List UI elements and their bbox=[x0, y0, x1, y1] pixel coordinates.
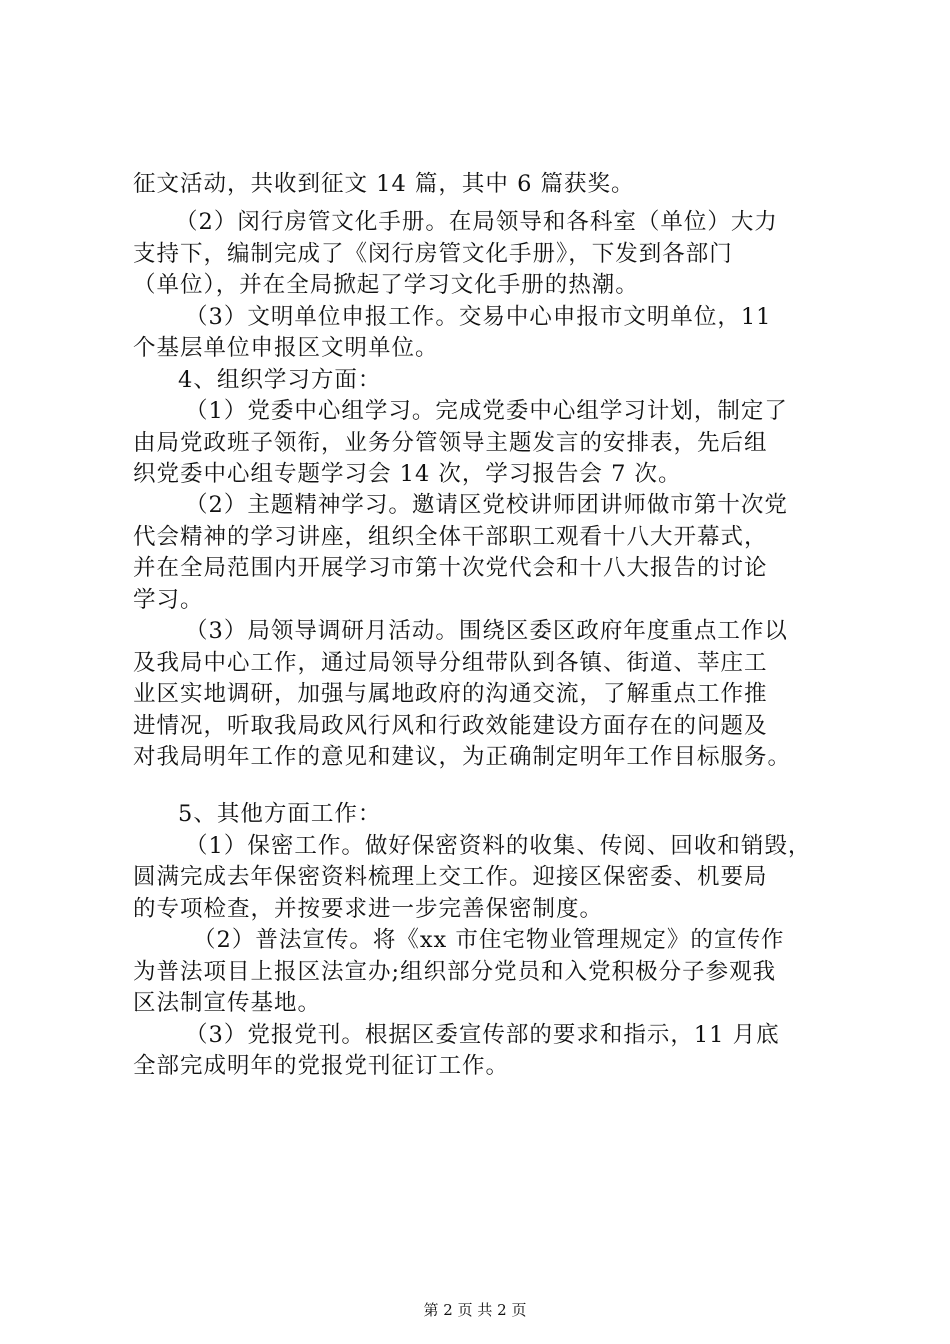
text-line: （2）闵行房管文化手册。在局领导和各科室（单位）大力 bbox=[175, 209, 778, 235]
text-line: 支持下，编制完成了《闵行房管文化手册》，下发到各部门 bbox=[133, 241, 733, 267]
text-line: 的专项检查，并按要求进一步完善保密制度。 bbox=[133, 896, 604, 922]
text-line: （1）党委中心组学习。完成党委中心组学习计划，制定了 bbox=[185, 398, 788, 424]
page-footer: 第 2 页 共 2 页 bbox=[423, 1301, 527, 1319]
text-line: 学习。 bbox=[133, 587, 204, 613]
text-line: （3）局领导调研月活动。围绕区委区政府年度重点工作以 bbox=[185, 618, 788, 644]
text-line: 及我局中心工作，通过局领导分组带队到各镇、街道、莘庄工 bbox=[133, 650, 768, 676]
text-line: （单位），并在全局掀起了学习文化手册的热潮。 bbox=[133, 272, 639, 298]
text-line: 代会精神的学习讲座，组织全体干部职工观看十八大开幕式， bbox=[133, 524, 768, 550]
text-line: 全部完成明年的党报党刊征订工作。 bbox=[133, 1053, 510, 1079]
text-line: （3）文明单位申报工作。交易中心申报市文明单位，11 bbox=[185, 304, 772, 330]
text-line: 区法制宣传基地。 bbox=[133, 990, 322, 1016]
section-heading: 5、其他方面工作： bbox=[178, 801, 382, 827]
text-line: 为普法项目上报区法宣办;组织部分党员和入党积极分子参观我 bbox=[133, 959, 777, 985]
text-line: 业区实地调研，加强与属地政府的沟通交流，了解重点工作推 bbox=[133, 681, 768, 707]
text-line: （2）普法宣传。将《xx 市住宅物业管理规定》的宣传作 bbox=[193, 927, 785, 953]
text-line: （1）保密工作。做好保密资料的收集、传阅、回收和销毁， bbox=[185, 833, 812, 859]
text-line: 对我局明年工作的意见和建议，为正确制定明年工作目标服务。 bbox=[133, 744, 792, 770]
text-line: （2）主题精神学习。邀请区党校讲师团讲师做市第十次党 bbox=[185, 492, 788, 518]
text-line: （3）党报党刊。根据区委宣传部的要求和指示，11 月底 bbox=[185, 1022, 780, 1048]
text-line: 由局党政班子领衔，业务分管领导主题发言的安排表，先后组 bbox=[133, 430, 768, 456]
section-heading: 4、组织学习方面： bbox=[178, 367, 382, 393]
text-line: 并在全局范围内开展学习市第十次党代会和十八大报告的讨论 bbox=[133, 555, 768, 581]
text-line: 圆满完成去年保密资料梳理上交工作。迎接区保密委、机要局 bbox=[133, 864, 768, 890]
text-line: 个基层单位申报区文明单位。 bbox=[133, 335, 439, 361]
text-line: 进情况，听取我局政风行风和行政效能建设方面存在的问题及 bbox=[133, 713, 768, 739]
text-line: 征文活动，共收到征文 14 篇，其中 6 篇获奖。 bbox=[133, 171, 635, 197]
text-line: 织党委中心组专题学习会 14 次，学习报告会 7 次。 bbox=[133, 461, 682, 487]
